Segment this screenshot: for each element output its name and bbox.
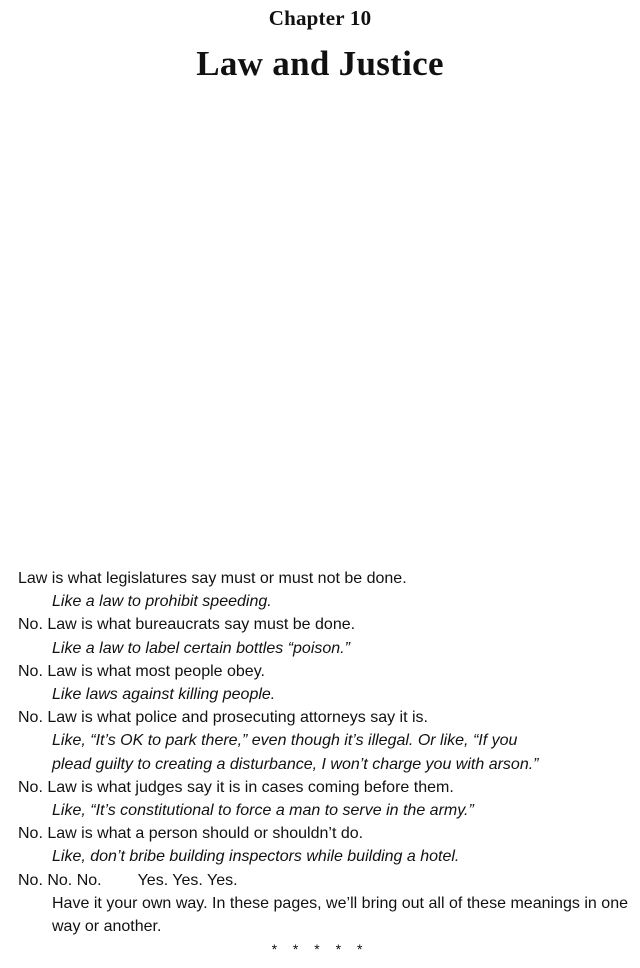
entry-example: Like a law to prohibit speeding. (52, 593, 272, 611)
entry-statement: No. Law is what a person should or shouldn’t do. (18, 825, 364, 843)
entry-statement: No. Law is what most people obey. (18, 662, 265, 680)
entry-example: Like laws against killing people. (52, 686, 276, 704)
entry-example-line: Like, “It’s OK to park there,” even though it’s illegal. Or like, “If you (52, 732, 518, 750)
closing-line (18, 869, 628, 892)
section-break-ornament: * * * * * (271, 941, 369, 957)
entry-example: Like a law to label certain bottles “poison.” (52, 639, 350, 657)
closing-negation: No. No. No. (18, 871, 102, 889)
body-text (18, 567, 628, 938)
entry-statement: No. Law is what judges say it is in cases coming before them. (18, 778, 454, 796)
entry-statement: No. Law is what bureaucrats say must be done. (18, 616, 356, 634)
chapter-label: Chapter 10 (268, 6, 372, 30)
chapter-title: Law and Justice (196, 44, 444, 83)
entry-statement: Law is what legislatures say must or must not be done. (18, 570, 407, 587)
entry-example-line: plead guilty to creating a disturbance, I won’t charge you with arson.” (52, 755, 539, 773)
closing-affirmation: Yes. Yes. Yes. (137, 871, 238, 889)
entry-example: Like, don’t bribe building inspectors while building a hotel. (52, 848, 460, 866)
closing-paragraph: Have it your own way. In these pages, we’ll bring out all of these meanings in one way or another. (52, 894, 628, 936)
entry-statement: No. Law is what police and prosecuting attorneys say it is. (18, 709, 428, 727)
entry-example: Like, “It’s constitutional to force a man to serve in the army.” (52, 802, 474, 820)
